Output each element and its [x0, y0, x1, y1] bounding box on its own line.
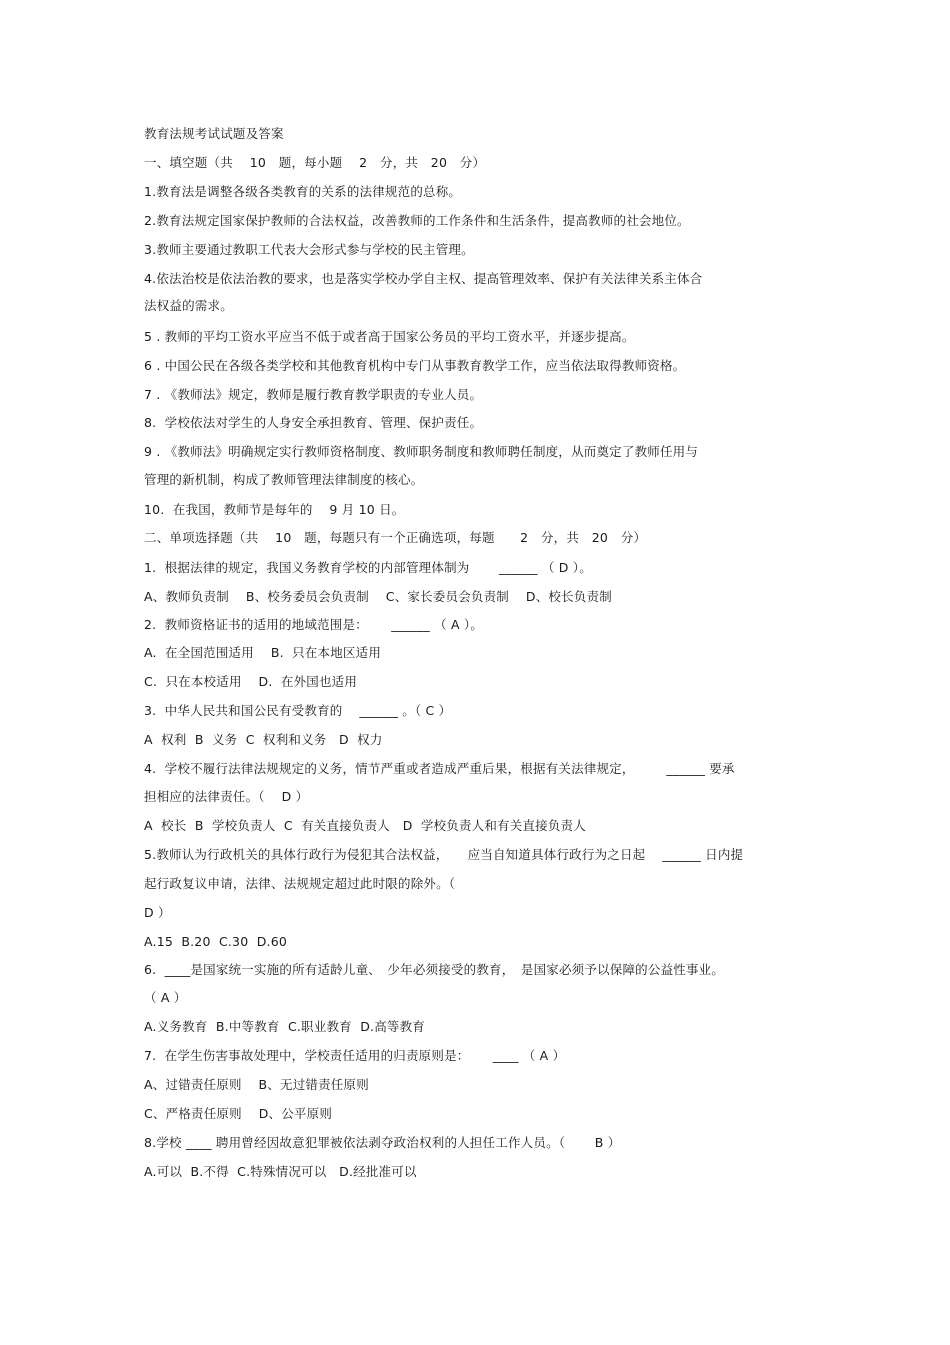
- answer-options: A.可以 B.不得 C.特殊情况可以 D.经批准可以: [144, 1164, 417, 1179]
- text-line: 法权益的需求。: [144, 298, 233, 313]
- text-line: 10. 在我国，教师节是每年的 9 月 10 日。: [144, 502, 405, 517]
- question-text: 5.教师认为行政机关的具体行政行为侵犯其合法权益， 应当自知道具体行政行为之日起 ______ 日内提: [144, 847, 744, 862]
- text-line: 3.教师主要通过教职工代表大会形式参与学校的民主管理。: [144, 242, 474, 257]
- text-line: 1.教育法是调整各级各类教育的关系的法律规范的总称。: [144, 184, 462, 199]
- question-text: 4. 学校不履行法律法规规定的义务，情节严重或者造成严重后果，根据有关法律规定， ______ 要承: [144, 761, 735, 776]
- document-title: 教育法规考试试题及答案: [144, 126, 284, 141]
- question-text: （ A ）: [144, 990, 187, 1005]
- question-text: 3. 中华人民共和国公民有受教育的 ______ 。（ C ）: [144, 703, 452, 718]
- section-heading-single-choice: 二、单项选择题（共 10 题，每题只有一个正确选项，每题 2 分，共 20 分）: [144, 530, 647, 545]
- text-line: 7 . 《教师法》规定，教师是履行教育教学职责的专业人员。: [144, 387, 483, 402]
- section-heading-fill-blank: 一、填空题（共 10 题，每小题 2 分，共 20 分）: [144, 155, 486, 170]
- answer-options: A、教师负责制 B、校务委员会负责制 C、家长委员会负责制 D、校长负责制: [144, 589, 612, 604]
- answer-options: C. 只在本校适用 D. 在外国也适用: [144, 674, 358, 689]
- question-text: 1. 根据法律的规定，我国义务教育学校的内部管理体制为 ______ （ D ）。: [144, 560, 592, 575]
- text-line: 管理的新机制，构成了教师管理法律制度的核心。: [144, 472, 424, 487]
- answer-options: A. 在全国范围适用 B. 只在本地区适用: [144, 645, 382, 660]
- text-line: 5 . 教师的平均工资水平应当不低于或者高于国家公务员的平均工资水平，并逐步提高。: [144, 329, 635, 344]
- question-text: D ）: [144, 905, 171, 920]
- text-line: 2.教育法规定国家保护教师的合法权益，改善教师的工作条件和生活条件，提高教师的社会地位。: [144, 213, 690, 228]
- answer-options: A、过错责任原则 B、无过错责任原则: [144, 1077, 369, 1092]
- question-text: 担相应的法律责任。（ D ）: [144, 789, 309, 804]
- text-line: 4.依法治校是依法治教的要求，也是落实学校办学自主权、提高管理效率、保护有关法律关系主体合: [144, 271, 703, 286]
- answer-options: A.义务教育 B.中等教育 C.职业教育 D.高等教育: [144, 1019, 425, 1034]
- question-text: 6. ____是国家统一实施的所有适龄儿童、 少年必须接受的教育， 是国家必须予以保障的公益性事业。: [144, 962, 725, 977]
- text-line: 6 . 中国公民在各级各类学校和其他教育机构中专门从事教育教学工作，应当依法取得教师资格。: [144, 358, 686, 373]
- answer-options: A 权利 B 义务 C 权利和义务 D 权力: [144, 732, 383, 747]
- question-text: 7. 在学生伤害事故处理中，学校责任适用的归责原则是： ____ （ A ）: [144, 1048, 566, 1063]
- answer-options: A 校长 B 学校负责人 C 有关直接负责人 D 学校负责人和有关直接负责人: [144, 818, 586, 833]
- answer-options: A.15 B.20 C.30 D.60: [144, 934, 288, 949]
- text-line: 8. 学校依法对学生的人身安全承担教育、管理、保护责任。: [144, 415, 483, 430]
- question-text: 2. 教师资格证书的适用的地域范围是： ______ （ A ）。: [144, 617, 484, 632]
- question-text: 起行政复议申请，法律、法规规定超过此时限的除外。（: [144, 876, 456, 891]
- question-text: 8.学校 ____ 聘用曾经因故意犯罪被依法剥夺政治权利的人担任工作人员。（ B ）: [144, 1135, 621, 1150]
- answer-options: C、严格责任原则 D、公平原则: [144, 1106, 333, 1121]
- text-line: 9 . 《教师法》明确规定实行教师资格制度、教师职务制度和教师聘任制度，从而奠定了教师任用与: [144, 444, 699, 459]
